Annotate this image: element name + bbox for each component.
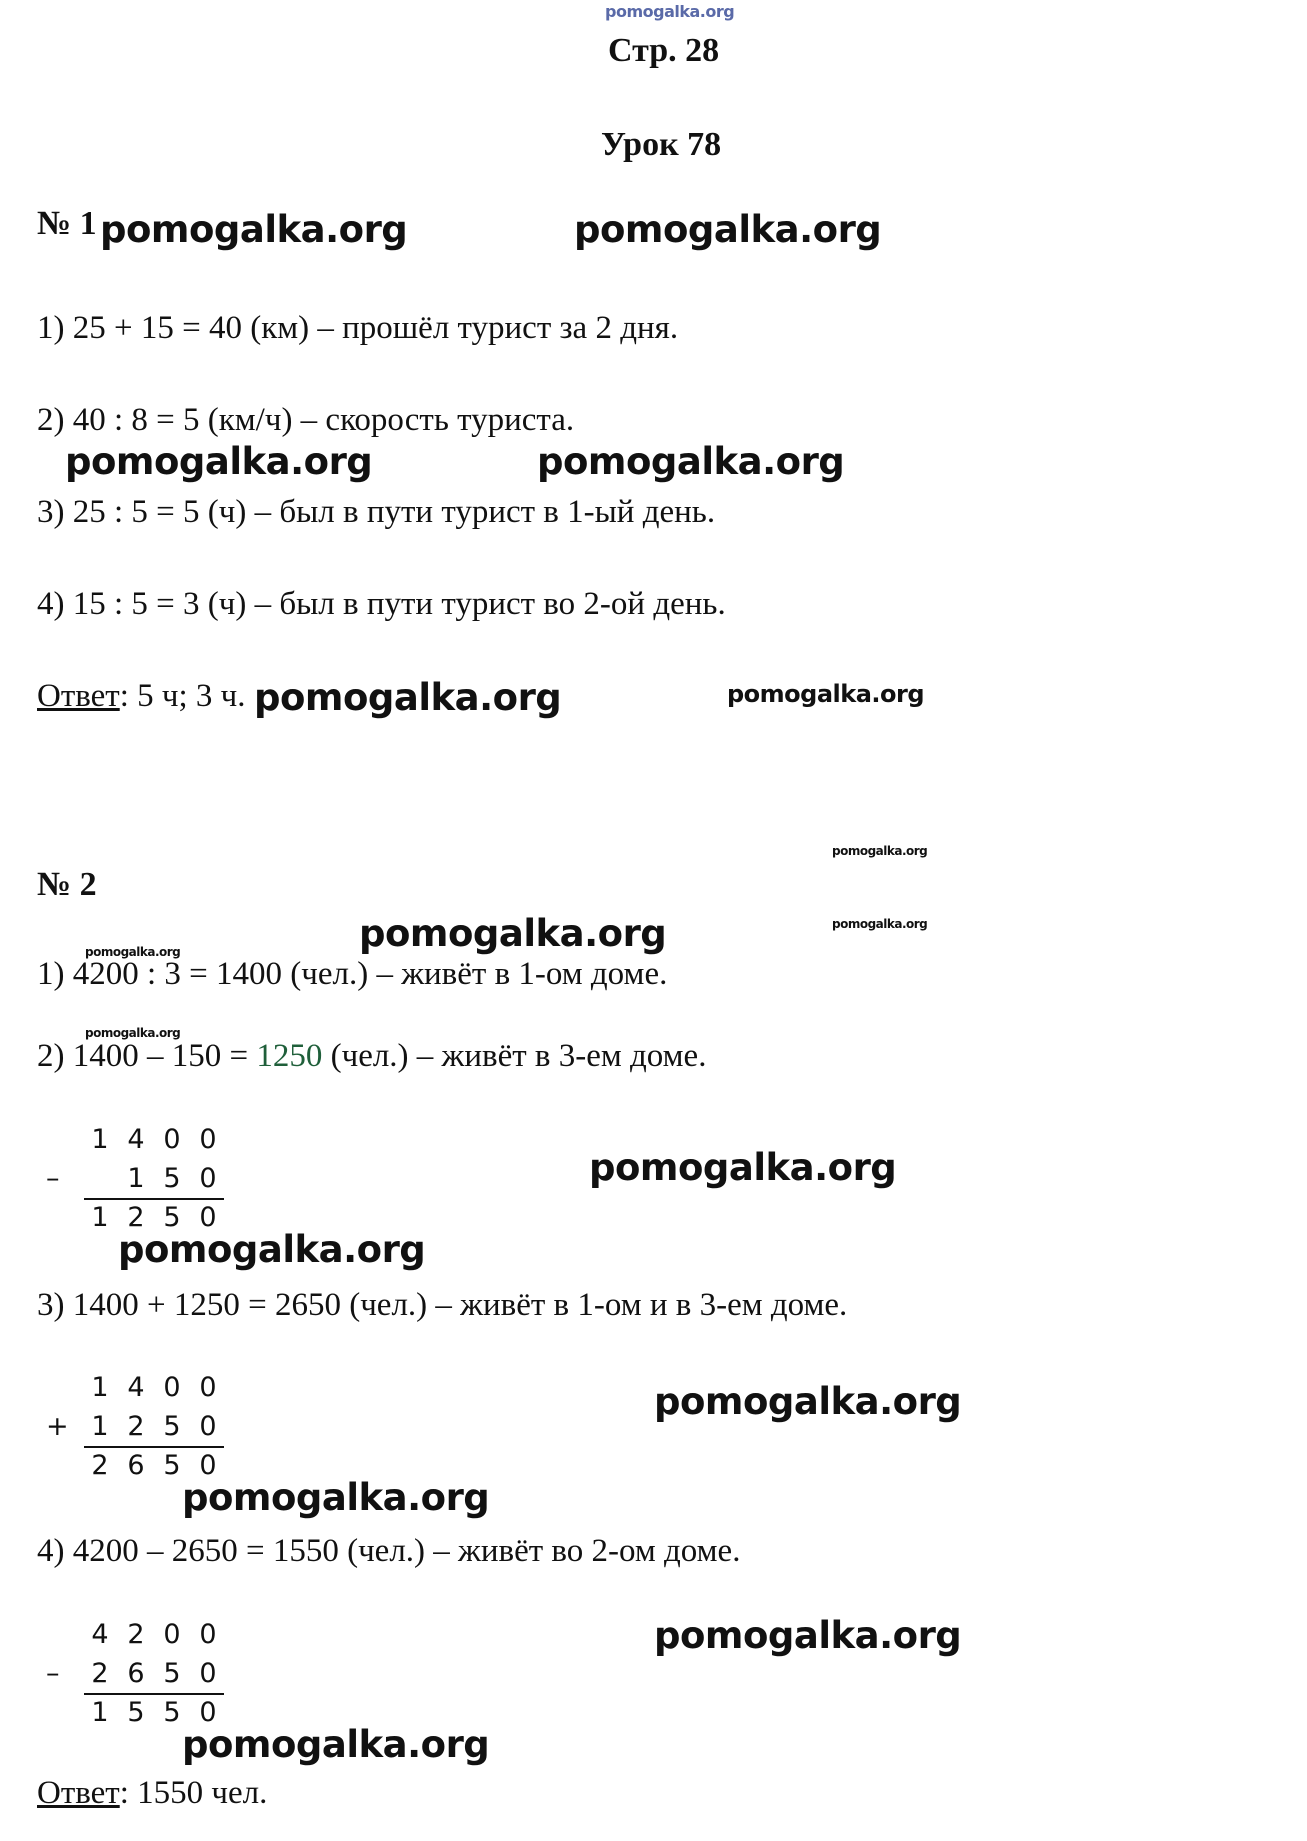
plus-sign: + <box>46 1411 69 1442</box>
watermark: pomogalka.org <box>65 440 373 483</box>
digit: 4 <box>127 1124 145 1155</box>
answer-value: : 1550 чел. <box>119 1775 268 1811</box>
watermark: pomogalka.org <box>727 680 925 708</box>
watermark: pomogalka.org <box>832 844 928 858</box>
digit: 0 <box>199 1450 217 1481</box>
digit: 5 <box>163 1450 181 1481</box>
digit: 0 <box>199 1163 217 1194</box>
digit: 6 <box>127 1658 145 1689</box>
task-1-step-2: 2) 40 : 8 = 5 (км/ч) – скорость туриста. <box>37 402 575 438</box>
task-2-step-2-b: 1250 <box>256 1038 323 1074</box>
watermark: pomogalka.org <box>574 208 882 251</box>
digit: 0 <box>199 1658 217 1689</box>
task-1-step-3: 3) 25 : 5 = 5 (ч) – был в пути турист в 1-ый день. <box>37 494 716 530</box>
task-2-step-2 <box>37 1038 706 1075</box>
watermark: pomogalka.org <box>85 945 181 959</box>
task-2-answer <box>37 1775 267 1812</box>
digit: 1 <box>91 1372 109 1403</box>
task-1-title: № 1 <box>37 205 97 242</box>
digit: 5 <box>163 1163 181 1194</box>
digit: 5 <box>163 1202 181 1233</box>
task-2-step-3: 3) 1400 + 1250 = 2650 (чел.) – живёт в 1-ом и в 3-ем доме. <box>37 1287 848 1323</box>
column-subtraction-1 <box>46 1120 226 1237</box>
digit: 0 <box>163 1124 181 1155</box>
watermark: pomogalka.org <box>254 676 562 719</box>
lesson-title: Урок 78 <box>601 126 722 163</box>
digit: 6 <box>127 1450 145 1481</box>
digit: 4 <box>127 1372 145 1403</box>
digit: 5 <box>163 1411 181 1442</box>
answer-label: Ответ <box>37 678 120 714</box>
answer-value: : 5 ч; 3 ч. <box>119 678 246 714</box>
task-1-step-4: 4) 15 : 5 = 3 (ч) – был в пути турист во 2-ой день. <box>37 586 726 622</box>
column-rule <box>84 1446 224 1448</box>
digit: 0 <box>163 1619 181 1650</box>
digit: 1 <box>91 1202 109 1233</box>
task-2-step-1: 1) 4200 : 3 = 1400 (чел.) – живёт в 1-ом доме. <box>37 956 668 992</box>
digit: 2 <box>91 1658 109 1689</box>
watermark: pomogalka.org <box>654 1614 962 1657</box>
digit: 5 <box>163 1658 181 1689</box>
digit: 0 <box>199 1202 217 1233</box>
digit: 1 <box>91 1124 109 1155</box>
watermark: pomogalka.org <box>182 1723 490 1766</box>
column-rule <box>84 1198 224 1200</box>
task-1-answer <box>37 678 246 715</box>
digit: 2 <box>127 1411 145 1442</box>
minus-sign: – <box>46 1163 60 1194</box>
digit: 5 <box>163 1697 181 1728</box>
watermark: pomogalka.org <box>589 1146 897 1189</box>
column-addition <box>46 1368 226 1485</box>
page-number: Стр. 28 <box>608 32 720 69</box>
watermark: pomogalka.org <box>537 440 845 483</box>
digit: 0 <box>199 1411 217 1442</box>
task-2-title: № 2 <box>37 866 97 903</box>
watermark: pomogalka.org <box>118 1228 426 1271</box>
digit: 0 <box>199 1619 217 1650</box>
task-2-step-2-a: 2) 1400 – 150 = <box>37 1038 257 1074</box>
watermark: pomogalka.org <box>832 917 928 931</box>
digit: 1 <box>91 1697 109 1728</box>
digit: 4 <box>91 1619 109 1650</box>
minus-sign: – <box>46 1658 60 1689</box>
digit: 2 <box>127 1202 145 1233</box>
digit: 2 <box>91 1450 109 1481</box>
digit: 0 <box>199 1697 217 1728</box>
digit: 0 <box>163 1372 181 1403</box>
watermark: pomogalka.org <box>359 912 667 955</box>
digit: 1 <box>127 1163 145 1194</box>
digit: 2 <box>127 1619 145 1650</box>
column-subtraction-2 <box>46 1615 226 1732</box>
watermark: pomogalka.org <box>182 1476 490 1519</box>
task-2-step-2-c: (чел.) – живёт в 3-ем доме. <box>322 1038 707 1074</box>
watermark: pomogalka.org <box>100 208 408 251</box>
digit: 5 <box>127 1697 145 1728</box>
task-1-step-1: 1) 25 + 15 = 40 (км) – прошёл турист за 2 дня. <box>37 310 679 346</box>
digit: 0 <box>199 1372 217 1403</box>
answer-label: Ответ <box>37 1775 120 1811</box>
digit: 0 <box>199 1124 217 1155</box>
watermark-top: pomogalka.org <box>605 2 735 21</box>
digit: 1 <box>91 1411 109 1442</box>
digit <box>82 1159 118 1198</box>
task-2-step-4: 4) 4200 – 2650 = 1550 (чел.) – живёт во 2-ом доме. <box>37 1533 741 1569</box>
watermark: pomogalka.org <box>85 1026 181 1040</box>
watermark: pomogalka.org <box>654 1380 962 1423</box>
column-rule <box>84 1693 224 1695</box>
